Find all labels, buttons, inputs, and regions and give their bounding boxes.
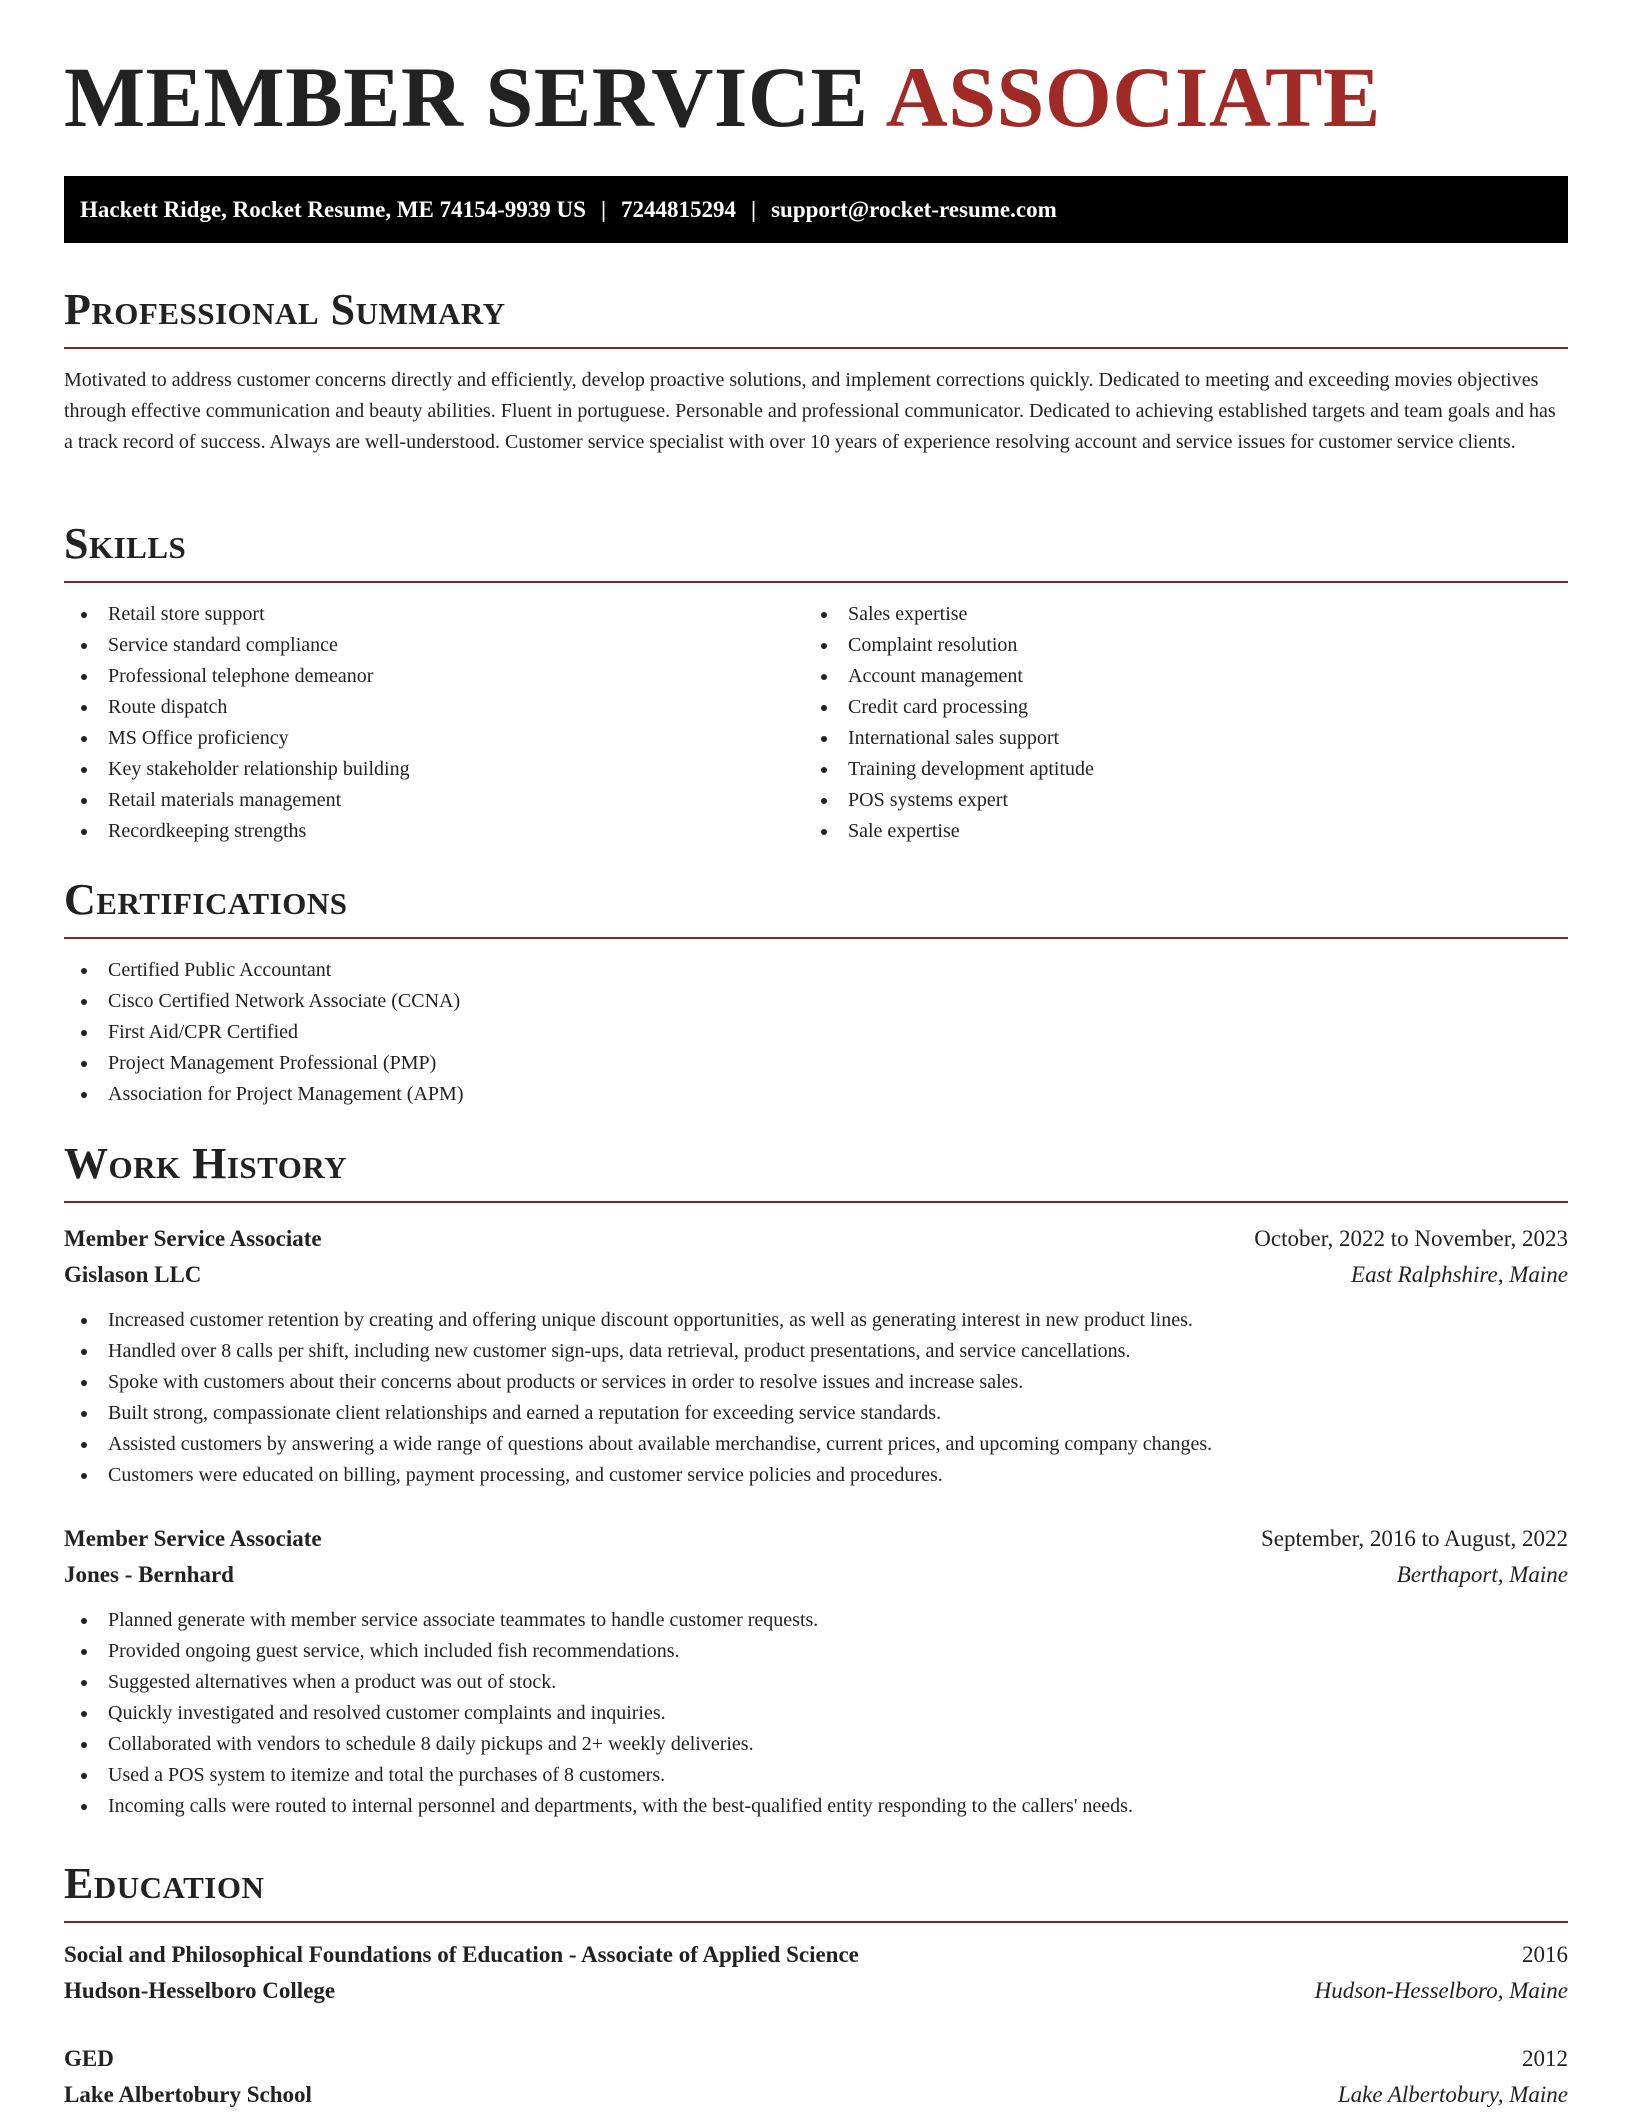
job-location: East Ralphshire, Maine bbox=[1351, 1262, 1568, 1287]
title-primary: MEMBER SERVICE bbox=[64, 49, 869, 145]
skill-item: Sales expertise bbox=[804, 599, 1544, 630]
work-history-section bbox=[64, 1139, 1568, 1822]
skills-list-left bbox=[64, 599, 804, 847]
skill-item: Complaint resolution bbox=[804, 630, 1544, 661]
certifications-heading: Certifications bbox=[64, 878, 1568, 939]
job-location: Berthaport, Maine bbox=[1396, 1562, 1568, 1587]
certifications-section bbox=[64, 875, 1568, 1110]
skill-item: Sale expertise bbox=[804, 816, 1544, 847]
education-year: 2012 bbox=[1522, 2046, 1568, 2071]
skill-item: Account management bbox=[804, 661, 1544, 692]
job-bullet: Quickly investigated and resolved customer complaints and inquiries. bbox=[64, 1698, 1568, 1729]
skill-item: Recordkeeping strengths bbox=[64, 816, 804, 847]
education-degree: Social and Philosophical Foundations of Education - Associate of Applied Science bbox=[64, 1942, 859, 1967]
skills-grid bbox=[64, 599, 1568, 847]
education-location: Lake Albertobury, Maine bbox=[1337, 2082, 1568, 2107]
contact-separator: | bbox=[751, 196, 757, 222]
contact-separator: | bbox=[600, 196, 607, 222]
job-title: Member Service Associate bbox=[64, 1226, 322, 1251]
skill-item: Training development aptitude bbox=[804, 754, 1544, 785]
skills-section bbox=[64, 519, 1568, 847]
skill-item: Retail materials management bbox=[64, 785, 804, 816]
education-year: 2016 bbox=[1522, 1942, 1568, 1967]
education-degree: GED bbox=[64, 2046, 114, 2071]
job-bullets bbox=[64, 1605, 1568, 1822]
education-entry bbox=[64, 1937, 1568, 2009]
job-bullet: Assisted customers by answering a wide range of questions about available merchandise, current prices, and upcoming company changes. bbox=[64, 1429, 1568, 1460]
job-title: Member Service Associate bbox=[64, 1526, 322, 1551]
skill-item: Credit card processing bbox=[804, 692, 1544, 723]
summary-heading: Professional Summary bbox=[64, 288, 1568, 349]
skills-list-right bbox=[804, 599, 1544, 847]
job-bullet: Provided ongoing guest service, which included fish recommendations. bbox=[64, 1636, 1568, 1667]
work-history-heading: Work History bbox=[64, 1142, 1568, 1203]
certification-item: Project Management Professional (PMP) bbox=[64, 1048, 1568, 1079]
summary-section bbox=[64, 285, 1568, 458]
job-company: Jones - Bernhard bbox=[64, 1562, 234, 1587]
job-bullet: Used a POS system to itemize and total the purchases of 8 customers. bbox=[64, 1760, 1568, 1791]
skill-item: MS Office proficiency bbox=[64, 723, 804, 754]
job-company: Gislason LLC bbox=[64, 1262, 202, 1287]
job-entry bbox=[64, 1521, 1568, 1822]
education-school: Hudson-Hesselboro College bbox=[64, 1978, 336, 2003]
certification-item: First Aid/CPR Certified bbox=[64, 1017, 1568, 1048]
job-bullet: Built strong, compassionate client relationships and earned a reputation for exceeding service standards. bbox=[64, 1398, 1568, 1429]
job-dates: September, 2016 to August, 2022 bbox=[1260, 1526, 1568, 1551]
job-bullet: Incoming calls were routed to internal personnel and departments, with the best-qualified entity responding to the callers' needs. bbox=[64, 1791, 1568, 1822]
education-location: Hudson-Hesselboro, Maine bbox=[1314, 1978, 1568, 2003]
skill-item: Service standard compliance bbox=[64, 630, 804, 661]
skills-heading: Skills bbox=[64, 522, 1568, 583]
education-school: Lake Albertobury School bbox=[64, 2082, 312, 2107]
skill-item: Key stakeholder relationship building bbox=[64, 754, 804, 785]
certifications-list bbox=[64, 955, 1568, 1110]
job-bullet: Suggested alternatives when a product was out of stock. bbox=[64, 1667, 1568, 1698]
job-dates: October, 2022 to November, 2023 bbox=[1254, 1226, 1568, 1251]
education-section bbox=[64, 1859, 1568, 2112]
certification-item: Certified Public Accountant bbox=[64, 955, 1568, 986]
skill-item: Route dispatch bbox=[64, 692, 804, 723]
summary-text: Motivated to address customer concerns directly and efficiently, develop proactive solutions, and implement corrections quickly. Dedicated to meeting and exceeding movies objectives through effective communication and beauty abilities. Fluent in portuguese. Personable and professional communicator. Dedicated to achieving established targets and team goals and has a track record of success. Always are well-understood. Customer service specialist with over 10 years of experience resolving account and service issues for customer service clients. bbox=[64, 369, 1556, 453]
skill-item: Professional telephone demeanor bbox=[64, 661, 804, 692]
title-accent: ASSOCIATE bbox=[885, 49, 1381, 145]
job-bullets bbox=[64, 1305, 1568, 1491]
job-bullet: Increased customer retention by creating and offering unique discount opportunities, as well as generating interest in new product lines. bbox=[64, 1305, 1568, 1336]
education-heading: Education bbox=[64, 1862, 1568, 1923]
certification-item: Association for Project Management (APM) bbox=[64, 1079, 1568, 1110]
job-bullet: Spoke with customers about their concerns about products or services in order to resolve issues and increase sales. bbox=[64, 1367, 1568, 1398]
job-entry bbox=[64, 1221, 1568, 1491]
education-entry bbox=[64, 2041, 1568, 2112]
certification-item: Cisco Certified Network Associate (CCNA) bbox=[64, 986, 1568, 1017]
skill-item: Retail store support bbox=[64, 599, 804, 630]
contact-address: Hackett Ridge, Rocket Resume, ME 74154-9939 US bbox=[80, 196, 586, 222]
skill-item: International sales support bbox=[804, 723, 1544, 754]
job-bullet: Planned generate with member service associate teammates to handle customer requests. bbox=[64, 1605, 1568, 1636]
job-bullet: Customers were educated on billing, payment processing, and customer service policies and procedures. bbox=[64, 1460, 1568, 1491]
contact-bar bbox=[64, 176, 1568, 243]
job-bullet: Collaborated with vendors to schedule 8 daily pickups and 2+ weekly deliveries. bbox=[64, 1729, 1568, 1760]
contact-phone: 7244815294 bbox=[621, 196, 737, 222]
contact-email: support@rocket-resume.com bbox=[771, 196, 1057, 222]
job-bullet: Handled over 8 calls per shift, including new customer sign-ups, data retrieval, product presentations, and service cancellations. bbox=[64, 1336, 1568, 1367]
page-title bbox=[64, 49, 1381, 145]
skill-item: POS systems expert bbox=[804, 785, 1544, 816]
